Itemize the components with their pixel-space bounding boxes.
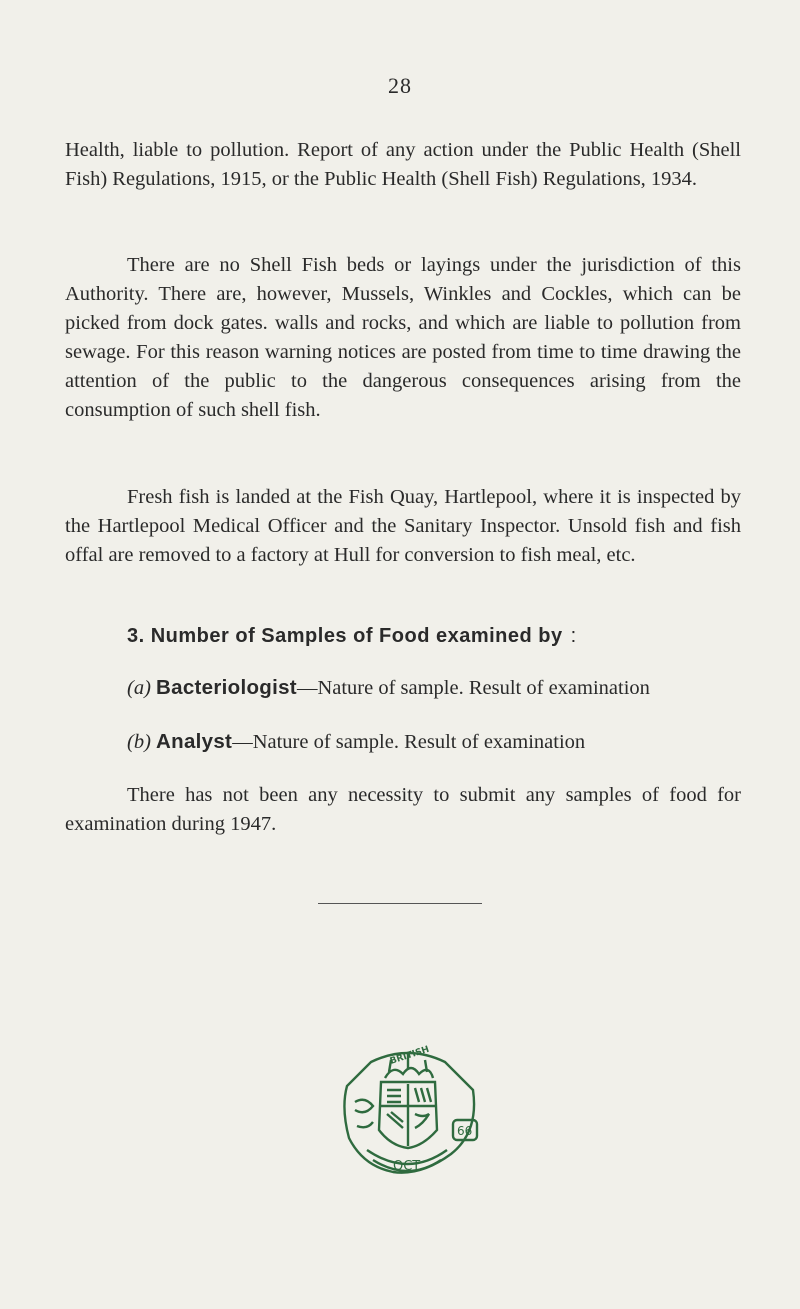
item-b-label: Analyst [156, 730, 233, 753]
item-b-letter: (b) [127, 731, 151, 753]
stamp-bottom-text: OCT [393, 1159, 421, 1174]
end-divider [318, 903, 482, 904]
section-heading-colon: : [570, 625, 577, 647]
item-bacteriologist [127, 673, 741, 703]
section-heading-text: 3. Number of Samples of Food examined by [127, 625, 563, 647]
page-number: 28 [388, 73, 412, 98]
section-heading-food-samples [127, 625, 577, 648]
library-stamp-icon [333, 1042, 483, 1178]
paragraph-no-samples [65, 781, 741, 839]
paragraph-fresh-fish-text: Fresh fish is landed at the Fish Quay, Hartlepool, where it is inspected by the Hartlepool Medical Officer and the Sanitary Inspector. Unsold fish and fish offal are removed to a factory at Hull for conversion to fish meal, etc. [65, 486, 741, 566]
paragraph-shell-fish-beds-text: There are no Shell Fish beds or layings under the jurisdiction of this Authority. There are, however, Mussels, Winkles and Cockles, which can be picked from dock gates. walls and rocks, and which are liable to pollution from sewage. For this reason warning notices are posted from time to time drawing the attention of the public to the dangerous consequences arising from the consumption of such shell fish. [65, 254, 741, 421]
paragraph-fresh-fish [65, 483, 741, 570]
stamp-year-text: 66 [457, 1124, 473, 1138]
paragraph-shell-fish-regulations: Health, liable to pollution. Report of any action under the Public Health (Shell Fish) Regulations, 1915, or the Public Health (Shell Fish) Regulations, 1934. [65, 139, 741, 190]
item-a-label: Bacteriologist [156, 676, 297, 699]
paragraph-shell-fish-beds [65, 251, 741, 425]
item-analyst [127, 727, 741, 757]
paragraph-no-samples-text: There has not been any necessity to submit any samples of food for examination during 1947. [65, 784, 741, 835]
item-a-letter: (a) [127, 677, 151, 699]
stamp-top-text: BRITISH [388, 1044, 431, 1067]
item-a-text: —Nature of sample. Result of examination [296, 677, 650, 699]
item-b-text: —Nature of sample. Result of examination [232, 731, 586, 753]
